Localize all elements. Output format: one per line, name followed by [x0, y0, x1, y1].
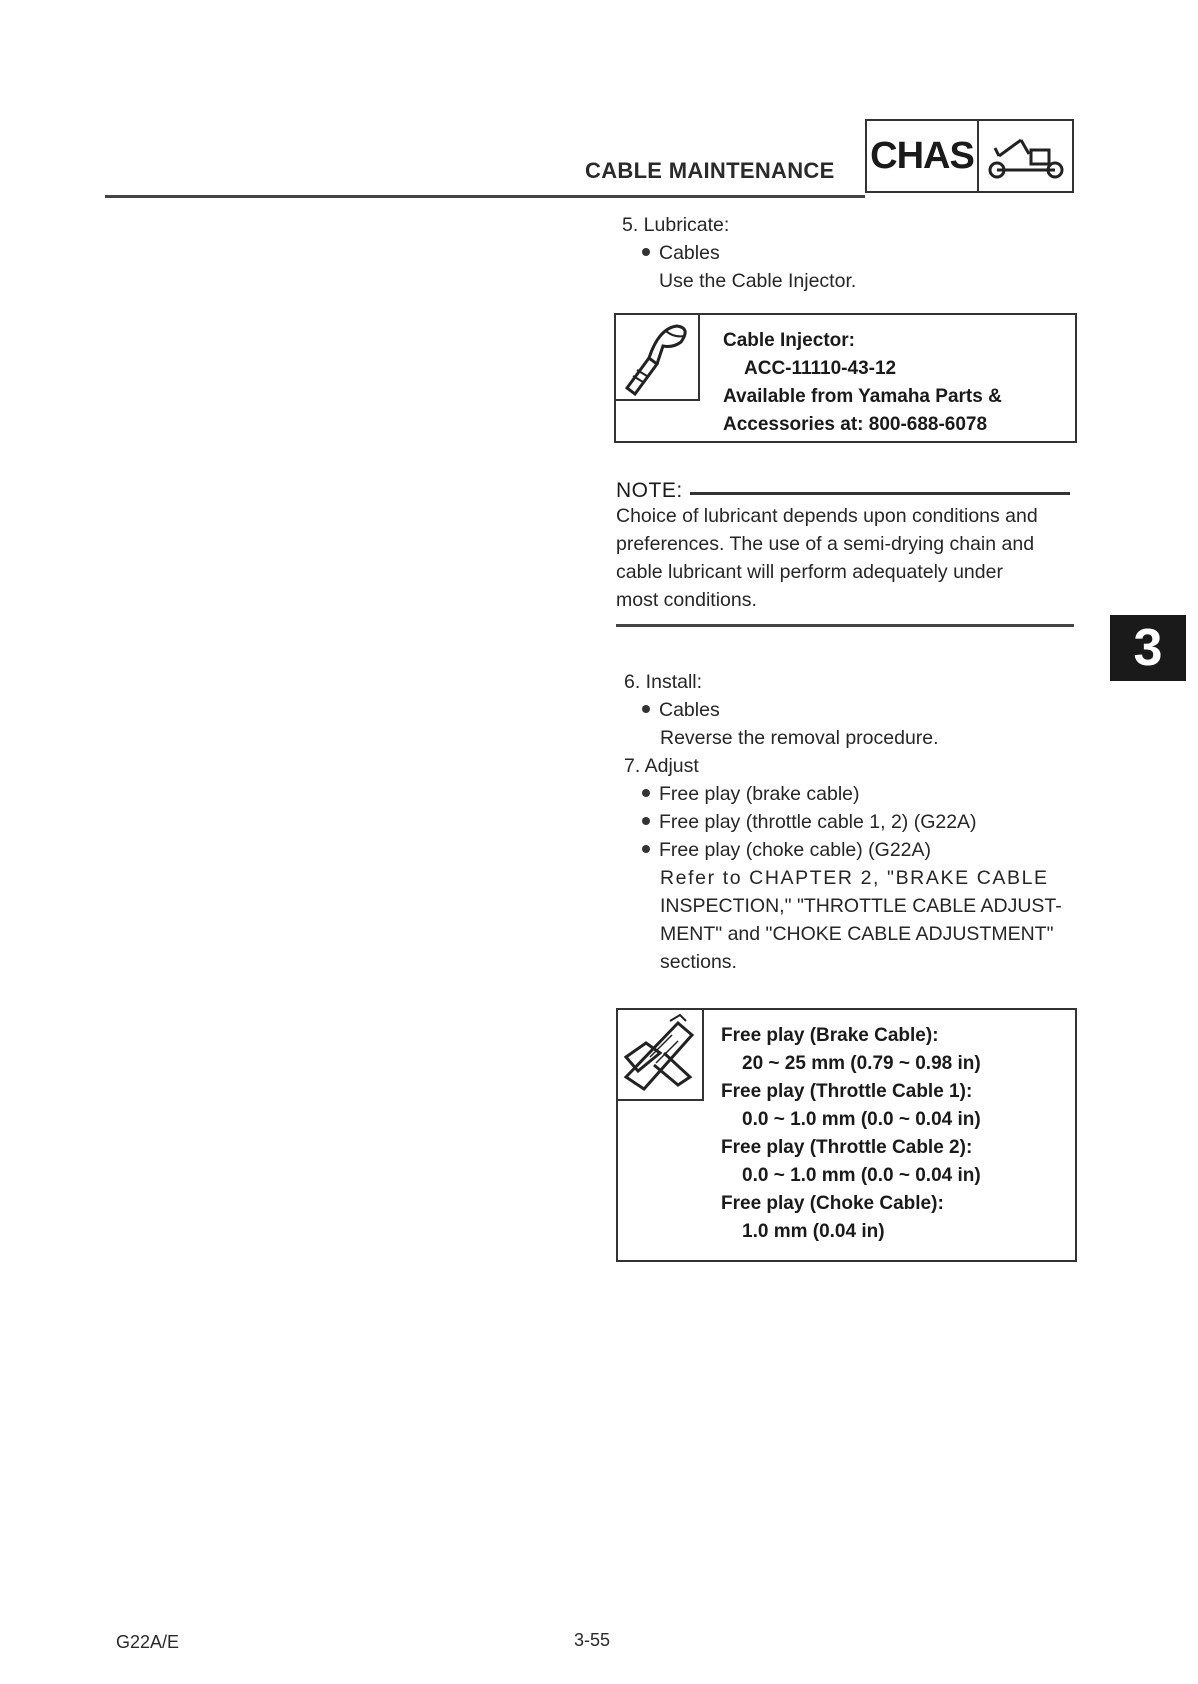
bullet-dot: [642, 845, 650, 853]
note-line-3: cable lubricant will perform adequately under: [616, 561, 1003, 583]
step-7-reference-3: MENT" and "CHOKE CABLE ADJUSTMENT": [660, 923, 1054, 945]
step-5-instruction: Use the Cable Injector.: [659, 270, 857, 292]
free-play-spec-box: [616, 1008, 1077, 1262]
page-title: CABLE MAINTENANCE: [585, 158, 835, 183]
spec-line-8: 1.0 mm (0.04 in): [742, 1221, 885, 1242]
caliper-icon: [618, 1010, 704, 1101]
note-line-4: most conditions.: [616, 589, 757, 611]
step-7-bullet-3: [642, 836, 931, 864]
spec-line-6: 0.0 ~ 1.0 mm (0.0 ~ 0.04 in): [742, 1165, 981, 1186]
step-5-bullet-label: Cables: [659, 242, 720, 264]
header-rule: [105, 195, 865, 198]
note-label: NOTE:: [616, 479, 683, 502]
bullet-dot: [642, 248, 650, 256]
section-badge-label: CHAS: [867, 121, 979, 191]
step-7-reference-1: Refer to CHAPTER 2, "BRAKE CABLE: [660, 867, 1049, 889]
tool-box-line-4: Accessories at: 800-688-6078: [723, 414, 988, 435]
step-7-reference-4: sections.: [660, 951, 737, 973]
note-rule-top: [690, 492, 1070, 495]
tool-box-line-3: Available from Yamaha Parts &: [723, 386, 1002, 407]
step-7-heading: 7. Adjust: [624, 755, 699, 777]
tool-box-line-2: ACC-11110-43-12: [744, 358, 897, 379]
spec-line-1: Free play (Brake Cable):: [721, 1025, 939, 1046]
footer-page-number: 3-55: [574, 1630, 611, 1650]
step-6-bullet: [642, 696, 720, 724]
step-6-bullet-label: Cables: [659, 699, 720, 721]
step-7-bullet-1: [642, 780, 860, 808]
step-7-bullet-3-label: Free play (choke cable) (G22A): [659, 839, 932, 861]
tool-icon: [616, 315, 700, 401]
spec-line-4: 0.0 ~ 1.0 mm (0.0 ~ 0.04 in): [742, 1109, 981, 1130]
bullet-dot: [642, 789, 650, 797]
step-6-heading: 6. Install:: [624, 671, 703, 693]
tool-box: [614, 313, 1077, 443]
spec-line-2: 20 ~ 25 mm (0.79 ~ 0.98 in): [742, 1053, 981, 1074]
section-badge: [865, 119, 1074, 193]
step-5-heading: 5. Lubricate:: [622, 214, 730, 236]
step-5-bullet: [642, 239, 720, 267]
spec-line-7: Free play (Choke Cable):: [721, 1193, 944, 1214]
step-7-bullet-2-label: Free play (throttle cable 1, 2) (G22A): [659, 811, 977, 833]
step-7-bullet-2: [642, 808, 977, 836]
chassis-cart-icon: [979, 121, 1072, 191]
bullet-dot: [642, 817, 650, 825]
note-line-1: Choice of lubricant depends upon conditions and: [616, 505, 1038, 527]
spec-line-5: Free play (Throttle Cable 2):: [721, 1137, 973, 1158]
spec-line-3: Free play (Throttle Cable 1):: [721, 1081, 973, 1102]
footer-model: G22A/E: [116, 1632, 180, 1652]
step-7-bullet-1-label: Free play (brake cable): [659, 783, 860, 805]
step-7-reference-2: INSPECTION," "THROTTLE CABLE ADJUST-: [660, 895, 1062, 917]
bullet-dot: [642, 705, 650, 713]
tool-box-line-1: Cable Injector:: [723, 330, 855, 351]
note-rule-bottom: [616, 624, 1074, 627]
chapter-tab: 3: [1110, 615, 1186, 681]
note-line-2: preferences. The use of a semi-drying chain and: [616, 533, 1035, 555]
step-6-instruction: Reverse the removal procedure.: [660, 727, 939, 749]
